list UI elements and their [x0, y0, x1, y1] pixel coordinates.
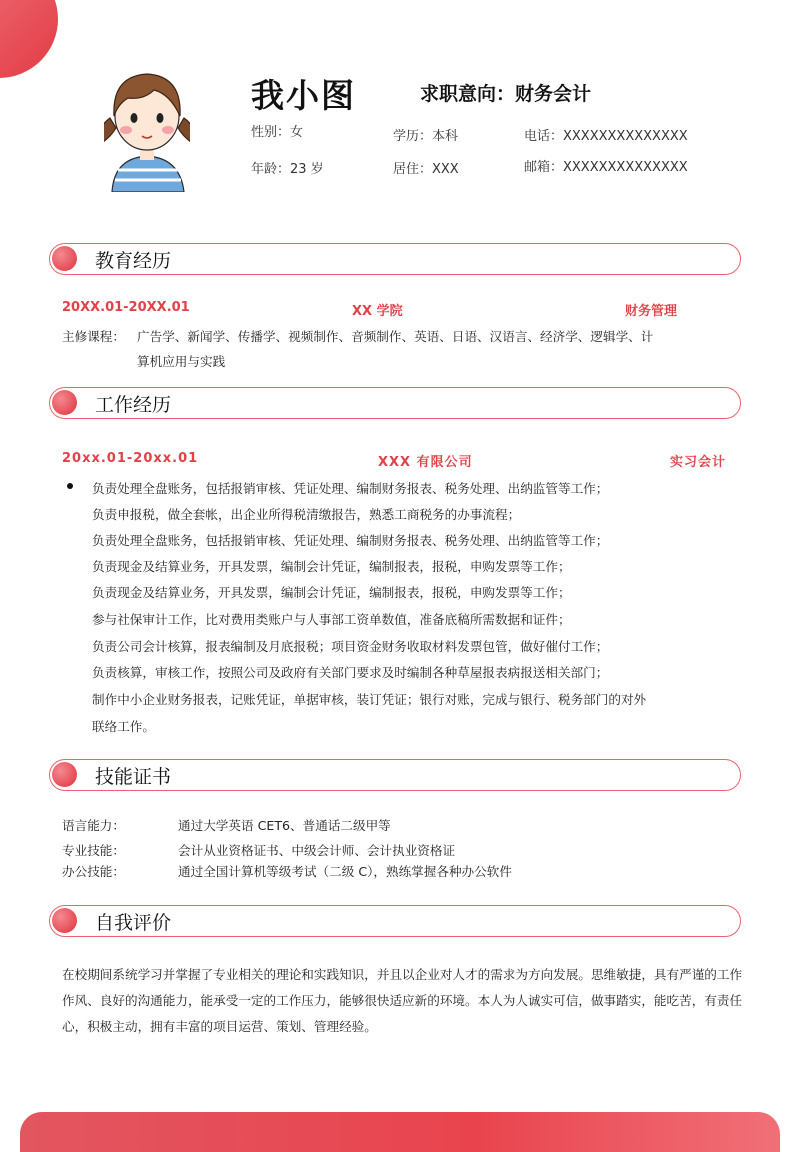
- work-item: 负责核算，审核工作，按照公司及政府有关部门要求及时编制各种草屋报表病报送相关部门；: [92, 665, 609, 680]
- section-title: 工作经历: [95, 394, 172, 416]
- courses-label: 主修课程：: [62, 329, 125, 344]
- work-item: 联络工作。: [92, 719, 155, 734]
- skill-label: 语言能力：: [62, 818, 125, 833]
- job-intent: 求职意向：财务会计: [420, 83, 592, 105]
- courses-line-1: 广告学、新闻学、传播学、视频制作、音频制作、英语、日语、汉语言、经济学、逻辑学、计: [137, 329, 654, 344]
- section-education-header: [49, 243, 741, 275]
- section-skills-header: [49, 759, 741, 791]
- work-item: 负责公司会计核算，报表编制及月底报税；项目资金财务收取材料发票包管，做好催付工作；: [92, 639, 609, 654]
- education-period: 20XX.01-20XX.01: [62, 300, 190, 315]
- section-dot-icon: [52, 762, 77, 787]
- section-dot-icon: [52, 908, 77, 933]
- courses-line-2: 算机应用与实践: [137, 354, 226, 369]
- work-item: 负责申报税，做全套帐，出企业所得税清缴报告，熟悉工商税务的办事流程；: [92, 507, 521, 522]
- self-eval-text: 在校期间系统学习并掌握了专业相关的理论和实践知识，并且以企业对人才的需求为方向发展。思维敏捷，具有严谨的工作作风、良好的沟通能力，能承受一定的工作压力，能够很快适应新的环境。本人为人诚实可信，做事踏实，能吃苦，有责任心，积极主动，拥有丰富的项目运营、策划、管理经验。: [62, 967, 743, 1034]
- bullet-icon: [67, 483, 73, 489]
- section-title: 自我评价: [95, 912, 172, 934]
- section-dot-icon: [52, 390, 77, 415]
- education-major: 财务管理: [625, 304, 678, 319]
- candidate-name: 我小图: [251, 76, 356, 115]
- section-title: 技能证书: [95, 766, 172, 788]
- skill-label: 专业技能：: [62, 843, 125, 858]
- section-work-header: [49, 387, 741, 419]
- bottom-decoration: [20, 1112, 780, 1152]
- section-title: 教育经历: [95, 250, 172, 272]
- avatar: [104, 58, 190, 192]
- work-item: 负责现金及结算业务，开具发票，编制会计凭证，编制报表，报税，申购发票等工作；: [92, 585, 571, 600]
- section-dot-icon: [52, 246, 77, 271]
- phone: 电话：XXXXXXXXXXXXXX: [524, 129, 688, 144]
- work-item: 制作中小企业财务报表，记账凭证，单据审核，装订凭证；银行对账，完成与银行、税务部门的对外: [92, 692, 647, 707]
- email: 邮箱：XXXXXXXXXXXXXX: [524, 160, 688, 175]
- gender: 性别：女: [251, 125, 304, 140]
- skill-label: 办公技能：: [62, 864, 125, 879]
- section-self-eval-header: [49, 905, 741, 937]
- residence: 居住：XXX: [393, 162, 459, 177]
- work-item: 参与社保审计工作，比对费用类账户与人事部工资单数值，准备底稿所需数据和证件；: [92, 612, 571, 627]
- age: 年龄：23 岁: [251, 162, 324, 177]
- skill-value: 通过全国计算机等级考试（二级 C），熟练掌握各种办公软件: [178, 864, 512, 879]
- skill-value: 通过大学英语 CET6、普通话二级甲等: [178, 818, 391, 833]
- work-item: 负责处理全盘账务，包括报销审核、凭证处理、编制财务报表、税务处理、出纳监管等工作；: [92, 533, 609, 548]
- work-item: 负责现金及结算业务，开具发票，编制会计凭证，编制报表，报税，申购发票等工作；: [92, 559, 571, 574]
- work-role: 实习会计: [670, 455, 727, 470]
- skill-value: 会计从业资格证书、中级会计师、会计执业资格证: [178, 843, 456, 858]
- work-period: 20xx.01-20xx.01: [62, 451, 199, 466]
- work-company: XXX 有限公司: [378, 455, 473, 470]
- work-item: 负责处理全盘账务，包括报销审核、凭证处理、编制财务报表、税务处理、出纳监管等工作；: [92, 481, 609, 496]
- corner-decoration: [0, 0, 58, 78]
- education-level: 学历：本科: [393, 129, 459, 144]
- education-school: XX 学院: [352, 304, 403, 319]
